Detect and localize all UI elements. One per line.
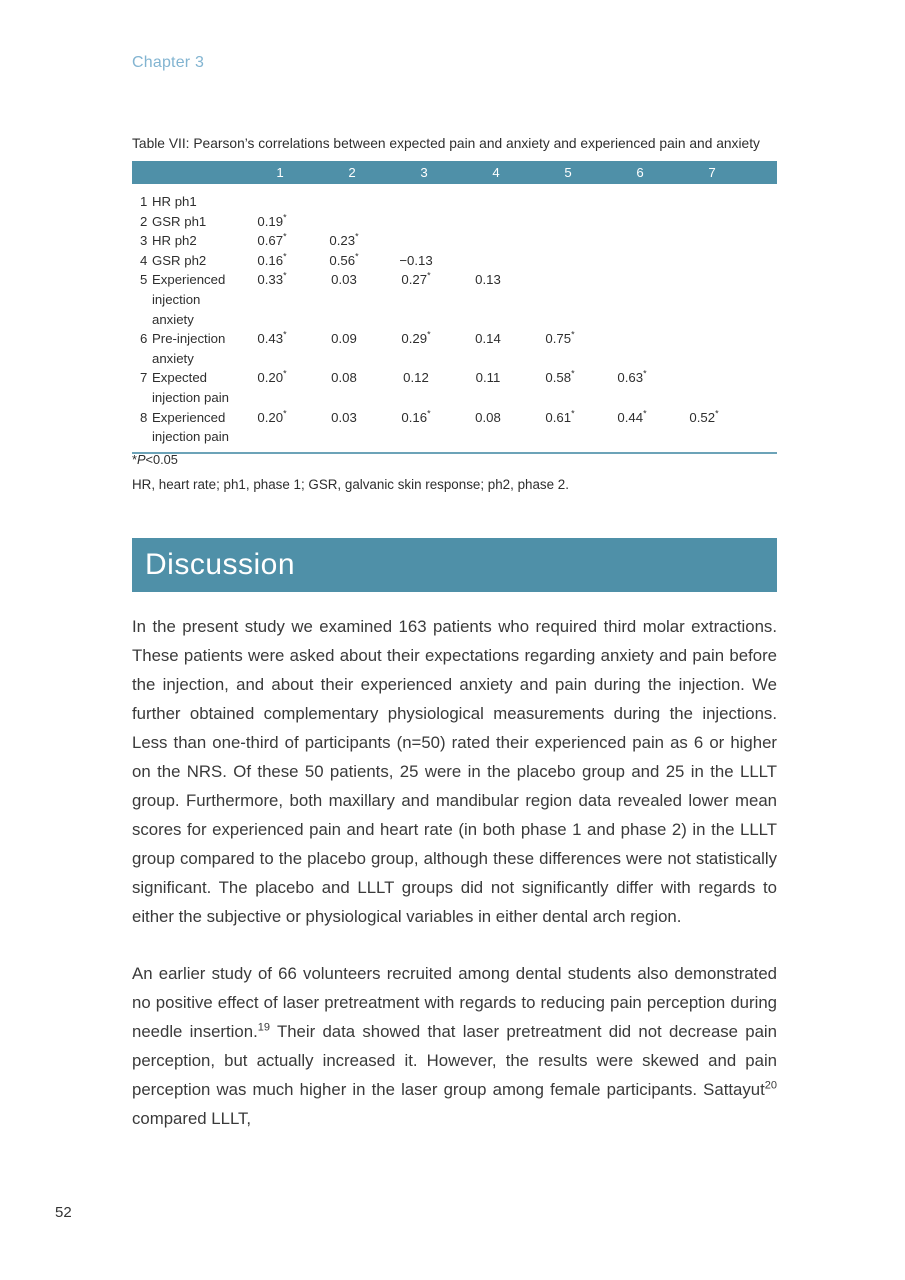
correlation-value <box>596 270 668 329</box>
correlation-value <box>452 212 524 232</box>
table-row <box>132 408 777 447</box>
correlation-value <box>668 192 740 212</box>
table-row <box>132 231 777 251</box>
abbreviations-footnote: HR, heart rate; ph1, phase 1; GSR, galvanic skin response; ph2, phase 2. <box>132 477 569 492</box>
correlation-value <box>524 270 596 329</box>
table-row <box>132 368 777 407</box>
row-number: 4 <box>140 252 148 268</box>
correlation-value <box>308 192 380 212</box>
significance-p: P <box>136 452 146 467</box>
correlation-value: 0.52* <box>689 408 719 425</box>
table-header-row <box>132 161 777 184</box>
row-number: 2 <box>140 213 148 229</box>
table-row <box>132 270 777 329</box>
reference-superscript: 19 <box>257 1021 270 1034</box>
correlation-value: 0.20* <box>257 368 287 386</box>
correlation-value: 0.16* <box>257 251 287 268</box>
correlation-value <box>668 329 740 368</box>
column-header: 2 <box>348 165 356 180</box>
correlation-value: 0.23* <box>329 231 359 249</box>
column-header: 7 <box>708 165 716 180</box>
row-label: HR ph2 <box>152 233 197 249</box>
row-number: 7 <box>140 370 148 386</box>
page-number: 52 <box>55 1204 72 1221</box>
row-label: Expected injection pain <box>152 370 229 405</box>
column-header: 4 <box>492 165 500 180</box>
correlation-value <box>452 231 524 251</box>
correlation-value: 0.27* <box>401 270 431 288</box>
correlation-value: 0.56* <box>329 251 359 268</box>
correlation-value: 0.44* <box>617 408 647 425</box>
correlation-value <box>524 251 596 271</box>
correlation-value: 0.19* <box>257 212 287 229</box>
row-number: 6 <box>140 331 148 347</box>
correlation-value <box>524 212 596 232</box>
correlation-value <box>668 212 740 232</box>
table-row <box>132 192 777 212</box>
correlation-value <box>596 212 668 232</box>
correlation-value: 0.33* <box>257 270 287 288</box>
table-row <box>132 329 777 368</box>
row-number: 8 <box>140 409 148 425</box>
correlation-value: 0.61* <box>545 408 575 425</box>
correlation-value <box>380 212 452 232</box>
chapter-header: Chapter 3 <box>132 54 205 71</box>
correlation-value: 0.75* <box>545 329 575 347</box>
table-caption: Table VII: Pearson’s correlations between expected pain and anxiety and experienced pain and anxiety <box>132 136 760 151</box>
row-label: GSR ph2 <box>152 252 207 268</box>
correlation-value <box>668 231 740 251</box>
correlation-value <box>524 192 596 212</box>
correlation-value: 0.03 <box>331 272 357 288</box>
significance-star: * <box>132 452 137 467</box>
correlation-value: 0.58* <box>545 368 575 386</box>
paragraph: In the present study we examined 163 patients who required third molar extractions. These patients were asked about their expectations regarding anxiety and pain before the injection, and about their experienced anxiety and pain during the injection. We further obtained complementary physiological measurements during the injections. Less than one-third of participants (n=50) rated their experienced pain as 6 or higher on the NRS. Of these 50 patients, 25 were in the placebo group and 25 in the LLLT group. Furthermore, both maxillary and mandibular region data revealed lower mean scores for experienced pain and heart rate (in both phase 1 and phase 2) in the LLLT group compared to the placebo group, although these differences were not statistically significant. The placebo and LLLT groups did not significantly differ with regards to either the subjective or physiological variables in either dental arch region. <box>132 617 777 926</box>
row-label: Experienced injection anxiety <box>152 272 226 327</box>
correlation-value <box>452 251 524 271</box>
correlation-value: 0.67* <box>257 231 287 249</box>
correlation-value: −0.13 <box>399 252 433 268</box>
column-header: 1 <box>276 165 284 180</box>
row-number: 5 <box>140 272 148 288</box>
correlation-value <box>668 368 740 407</box>
row-label: HR ph1 <box>152 194 197 209</box>
correlation-value <box>596 251 668 271</box>
correlation-value: 0.08 <box>331 370 357 386</box>
significance-footnote <box>132 452 178 467</box>
row-label: GSR ph1 <box>152 213 207 229</box>
correlation-value: 0.13 <box>475 272 501 288</box>
correlation-value: 0.29* <box>401 329 431 347</box>
correlation-value <box>596 231 668 251</box>
correlation-value: 0.12 <box>403 370 429 386</box>
section-heading: Discussion <box>145 548 296 581</box>
correlation-value: 0.20* <box>257 408 287 425</box>
discussion-body <box>132 612 777 1133</box>
row-label: Pre-injection anxiety <box>152 331 226 366</box>
significance-threshold: <0.05 <box>145 452 178 467</box>
correlation-value <box>668 251 740 271</box>
correlation-table <box>132 161 777 454</box>
correlation-value: 0.11 <box>475 370 501 386</box>
correlation-value <box>452 192 524 212</box>
correlation-value <box>380 231 452 251</box>
correlation-value: 0.14 <box>475 331 501 347</box>
row-label: Experienced injection pain <box>152 409 229 445</box>
correlation-value: 0.09 <box>331 331 357 347</box>
correlation-value: 0.08 <box>475 409 501 425</box>
correlation-value <box>668 270 740 329</box>
correlation-value <box>380 192 452 212</box>
column-header: 6 <box>636 165 644 180</box>
correlation-value <box>524 231 596 251</box>
discussion-section-band <box>132 538 777 592</box>
paragraph: An earlier study of 66 volunteers recruited among dental students also demonstrated no positive effect of laser pretreatment with regards to reducing pain perception during needle insertion.$^{19}$ Their data showed that laser pretreatment did not decrease pain perception, but actually increased it. However, the results were skewed and pain perception was much higher in the laser group among female participants. Sattayut$^{20}$ compared LLLT, <box>132 964 777 1128</box>
reference-superscript: 20 <box>764 1079 777 1092</box>
correlation-value: 0.43* <box>257 329 287 347</box>
correlation-value: 0.63* <box>617 368 647 386</box>
row-number: 1 <box>140 194 148 209</box>
correlation-value: 0.03 <box>331 409 357 425</box>
table-body <box>132 184 777 454</box>
correlation-value <box>236 192 308 212</box>
correlation-value <box>596 329 668 368</box>
column-header: 5 <box>564 165 572 180</box>
row-number: 3 <box>140 233 148 249</box>
correlation-value <box>596 192 668 212</box>
correlation-value <box>308 212 380 232</box>
correlation-value: 0.16* <box>401 408 431 425</box>
column-header: 3 <box>420 165 428 180</box>
table-row <box>132 251 777 271</box>
table-row <box>132 212 777 232</box>
